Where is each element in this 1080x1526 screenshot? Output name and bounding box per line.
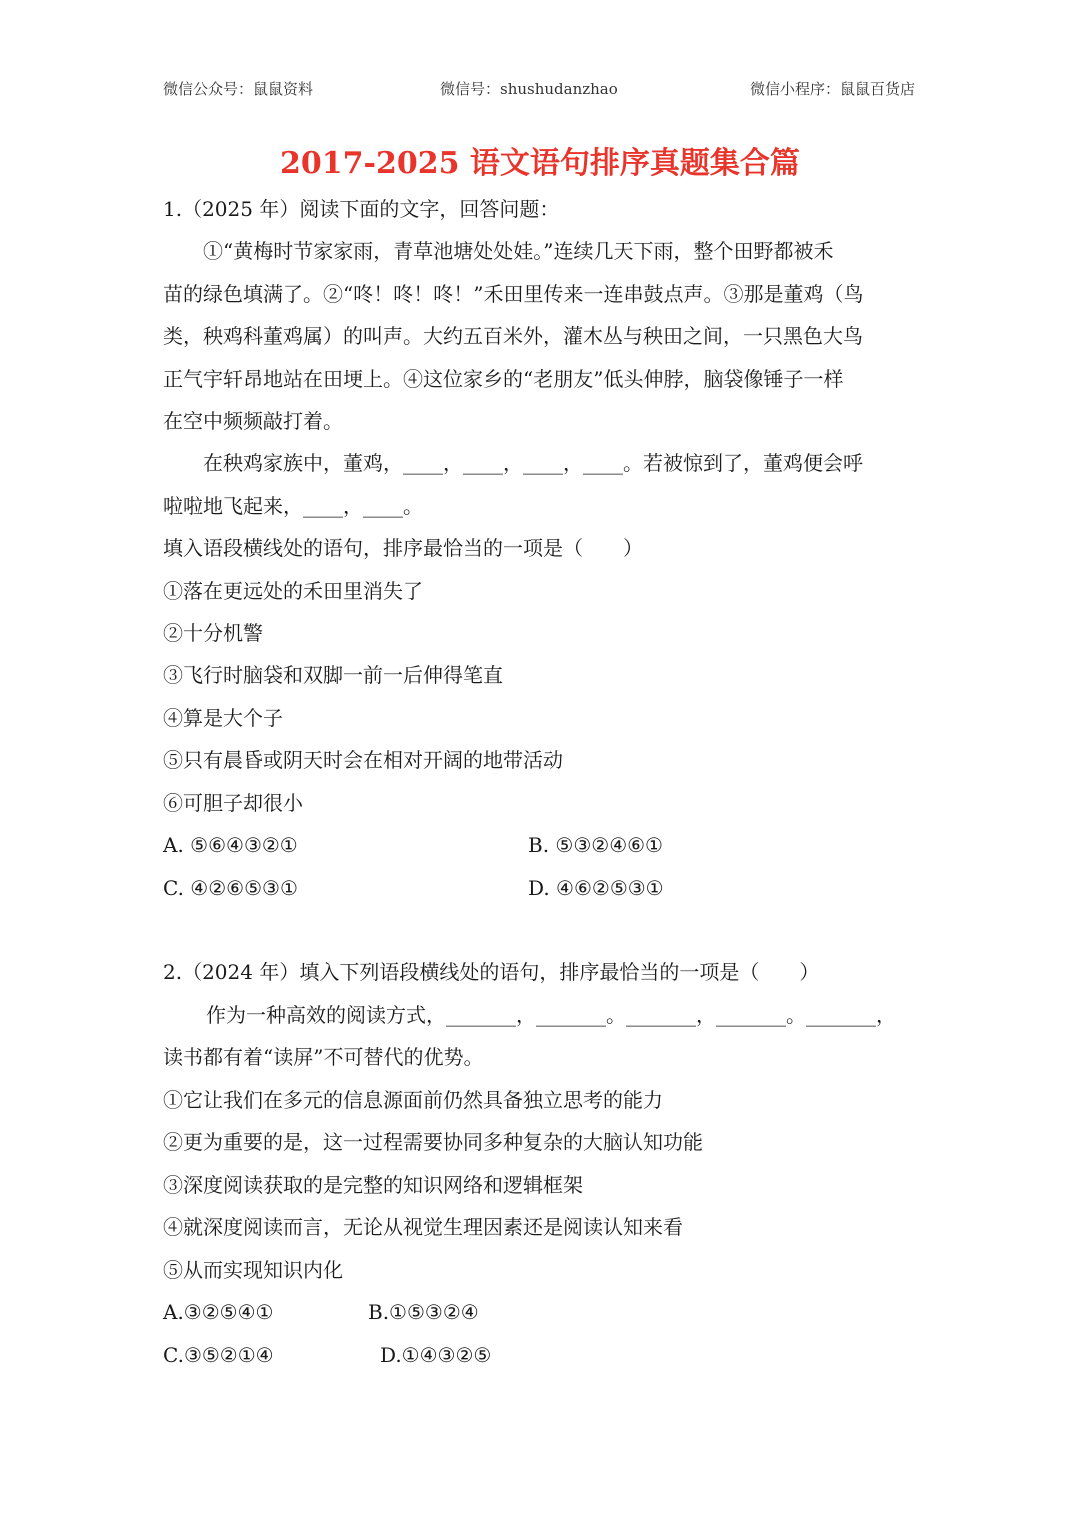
q1-blank-line: 在秧鸡家族中，董鸡，____，____，____，____。若被惊到了，董鸡便会呼 <box>203 451 863 475</box>
q2-item: ②更为重要的是，这一过程需要协同多种复杂的大脑认知功能 <box>163 1130 703 1154</box>
q2-item: ①它让我们在多元的信息源面前仍然具备独立思考的能力 <box>163 1088 663 1112</box>
q1-passage-line: 类，秧鸡科董鸡属）的叫声。大约五百米外，灌木丛与秧田之间，一只黑色大鸟 <box>163 324 863 348</box>
q1-prompt: 填入语段横线处的语句，排序最恰当的一项是（ ） <box>163 536 643 560</box>
header-mini-program: 微信小程序：鼠鼠百货店 <box>749 80 915 98</box>
q1-item: ⑥可胆子却很小 <box>163 791 303 815</box>
q1-passage-line: 在空中频频敲打着。 <box>163 409 343 433</box>
header-wechat-account: 微信公众号：鼠鼠资料 <box>163 80 314 98</box>
q1-blank-line: 啦啦地飞起来，____，____。 <box>163 494 423 518</box>
q2-stem: 2.（2024 年）填入下列语段横线处的语句，排序最恰当的一项是（ ） <box>163 960 820 984</box>
q1-passage-line: 苗的绿色填满了。②“咚！咚！咚！”禾田里传来一连串鼓点声。③那是董鸡（鸟 <box>163 282 864 306</box>
q1-stem: 1.（2025 年）阅读下面的文字，回答问题： <box>163 197 560 221</box>
page-header <box>163 78 915 102</box>
q1-option-d: D. ④⑥②⑤③① <box>528 876 664 900</box>
q2-item: ⑤从而实现知识内化 <box>163 1258 343 1282</box>
q2-option-b: B.①⑤③②④ <box>368 1300 479 1324</box>
q2-passage-line: 读书都有着“读屏”不可替代的优势。 <box>163 1045 484 1069</box>
q1-item: ①落在更远处的禾田里消失了 <box>163 579 423 603</box>
q1-option-b: B. ⑤③②④⑥① <box>528 833 663 857</box>
q1-item: ④算是大个子 <box>163 706 283 730</box>
q1-option-a: A. ⑤⑥④③②① <box>163 833 298 857</box>
q2-passage-line: 作为一种高效的阅读方式，_______，_______。_______，_______。_______， <box>206 1003 896 1027</box>
q2-option-d: D.①④③②⑤ <box>380 1343 492 1367</box>
q1-passage-line: 正气宇轩昂地站在田埂上。④这位家乡的“老朋友”低头伸脖，脑袋像锤子一样 <box>163 367 844 391</box>
q2-option-a: A.③②⑤④① <box>163 1300 274 1324</box>
q1-item: ⑤只有晨昏或阴天时会在相对开阔的地带活动 <box>163 748 563 772</box>
q1-passage-line: ①“黄梅时节家家雨，青草池塘处处娃。”连续几天下雨，整个田野都被禾 <box>203 239 834 263</box>
q2-item: ④就深度阅读而言，无论从视觉生理因素还是阅读认知来看 <box>163 1215 683 1239</box>
q1-option-c: C. ④②⑥⑤③① <box>163 876 298 900</box>
q1-item: ③飞行时脑袋和双脚一前一后伸得笔直 <box>163 663 503 687</box>
q2-option-c: C.③⑤②①④ <box>163 1343 274 1367</box>
q1-item: ②十分机警 <box>163 621 263 645</box>
document-title: 2017-2025 语文语句排序真题集合篇 <box>280 146 800 181</box>
header-wechat-id: 微信号：shushudanzhao <box>440 80 618 98</box>
q2-item: ③深度阅读获取的是完整的知识网络和逻辑框架 <box>163 1173 583 1197</box>
